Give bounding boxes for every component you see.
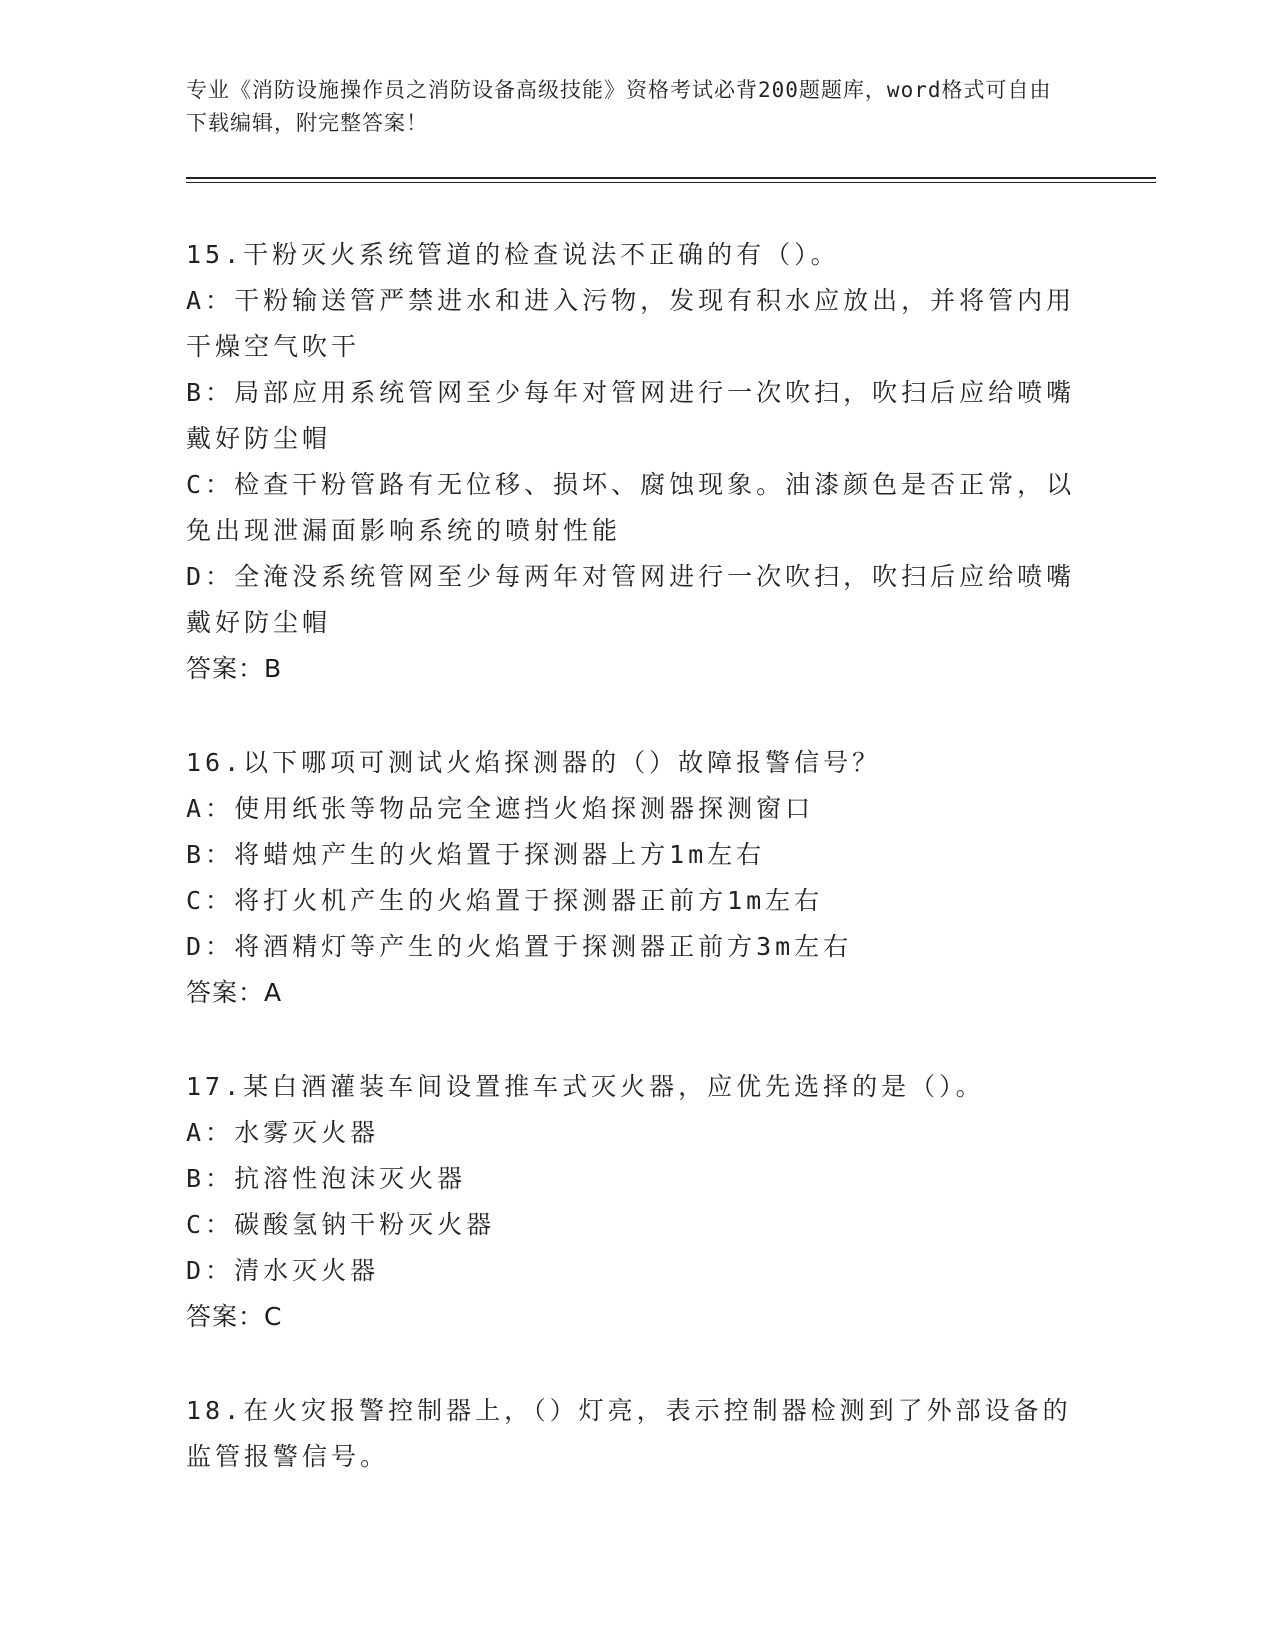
option-text: 碳酸氢钠干粉灭火器: [234, 1210, 496, 1239]
option-text: 全淹没系统管网至少每两年对管网进行一次吹扫，吹扫后应给喷嘴戴好防尘帽: [186, 562, 1076, 637]
option-c: [186, 1202, 1086, 1248]
question-17: [186, 1064, 1086, 1340]
option-label: B：: [186, 840, 235, 869]
option-text: 将蜡烛产生的火焰置于探测器上方1m左右: [234, 840, 766, 869]
option-b: [186, 370, 1086, 462]
option-label: B：: [186, 378, 235, 407]
question-stem: 18.在火灾报警控制器上，（）灯亮，表示控制器检测到了外部设备的监管报警信号。: [186, 1396, 1072, 1471]
answer-line: 答案：C: [186, 1302, 283, 1331]
option-text: 干粉输送管严禁进水和进入污物，发现有积水应放出，并将管内用干燥空气吹干: [186, 286, 1076, 361]
option-text: 水雾灭火器: [234, 1118, 380, 1147]
option-a: [186, 1110, 1086, 1156]
option-text: 将酒精灯等产生的火焰置于探测器正前方3m左右: [234, 932, 853, 961]
option-text: 局部应用系统管网至少每年对管网进行一次吹扫，吹扫后应给喷嘴戴好防尘帽: [186, 378, 1076, 453]
option-text: 检查干粉管路有无位移、损坏、腐蚀现象。油漆颜色是否正常，以免出现泄漏面影响系统的喷射性能: [186, 470, 1076, 545]
option-a: [186, 278, 1086, 370]
option-label: A：: [186, 794, 235, 823]
option-d: [186, 1248, 1086, 1294]
question-list: [186, 232, 1086, 1528]
option-text: 将打火机产生的火焰置于探测器正前方1m左右: [234, 886, 824, 915]
option-label: D：: [186, 562, 235, 591]
option-text: 抗溶性泡沫灭火器: [234, 1164, 467, 1193]
option-label: C：: [186, 886, 235, 915]
option-label: A：: [186, 286, 235, 315]
option-text: 使用纸张等物品完全遮挡火焰探测器探测窗口: [234, 794, 815, 823]
option-label: D：: [186, 1256, 235, 1285]
option-label: C：: [186, 470, 235, 499]
question-18: [186, 1388, 1086, 1480]
option-label: C：: [186, 1210, 235, 1239]
option-label: A：: [186, 1118, 235, 1147]
option-b: [186, 832, 1086, 878]
question-16: [186, 740, 1086, 1016]
option-d: [186, 924, 1086, 970]
option-b: [186, 1156, 1086, 1202]
question-stem: 17.某白酒灌装车间设置推车式灭火器，应优先选择的是（）。: [186, 1072, 985, 1101]
header-divider-top: [186, 177, 1156, 179]
question-stem: 16.以下哪项可测试火焰探测器的（）故障报警信号？: [186, 748, 882, 777]
option-c: [186, 462, 1086, 554]
option-a: [186, 786, 1086, 832]
document-intro: 专业《消防设施操作员之消防设备高级技能》资格考试必背200题题库，word格式可自由下载编辑，附完整答案！: [186, 78, 1052, 135]
option-d: [186, 554, 1086, 646]
question-stem: 15.干粉灭火系统管道的检查说法不正确的有（）。: [186, 240, 840, 269]
question-15: [186, 232, 1086, 692]
answer-line: 答案：A: [186, 978, 283, 1007]
option-text: 清水灭火器: [234, 1256, 380, 1285]
option-c: [186, 878, 1086, 924]
option-label: B：: [186, 1164, 235, 1193]
option-label: D：: [186, 932, 235, 961]
answer-line: 答案：B: [186, 654, 283, 683]
header-divider-bottom: [186, 182, 1156, 183]
